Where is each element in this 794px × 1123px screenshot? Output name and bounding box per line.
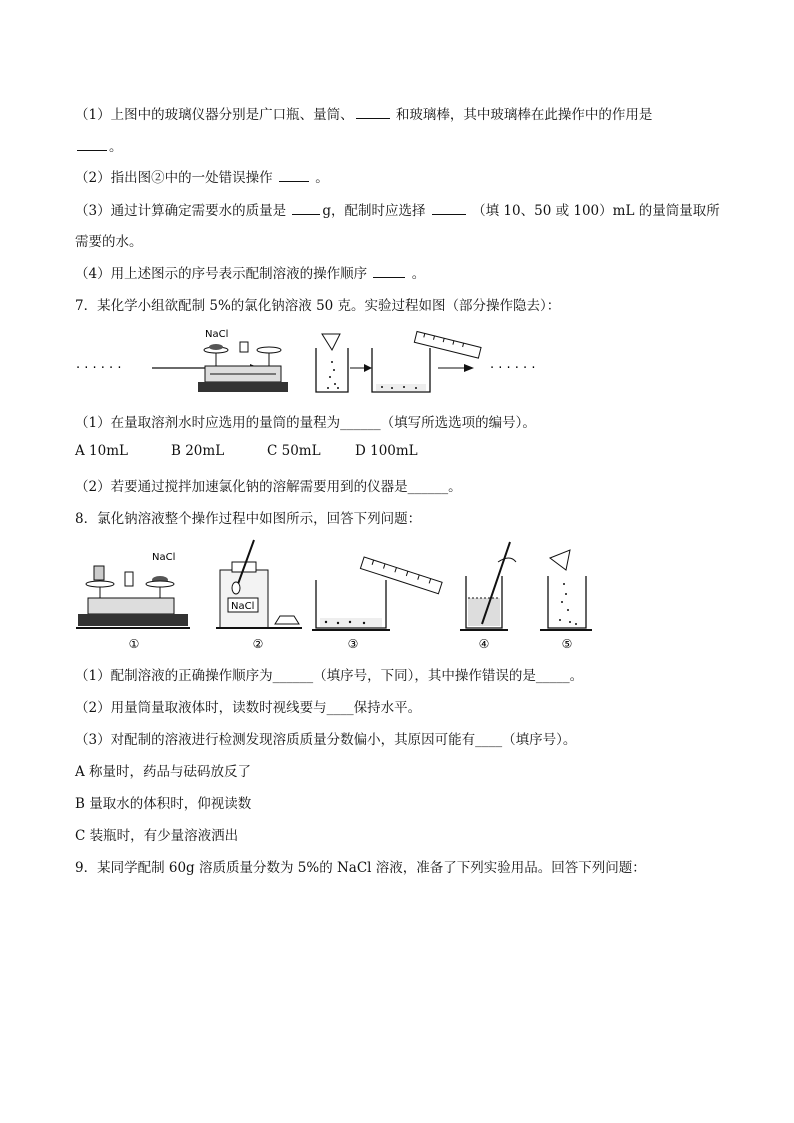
arrow-3-head xyxy=(464,364,474,372)
q6-part1-line: （1）上图中的玻璃仪器分别是广口瓶、量筒、 和玻璃棒，其中玻璃棒在此操作中的作用是 xyxy=(75,107,653,123)
q7-options xyxy=(75,443,418,459)
step-label-1: ① xyxy=(128,637,140,651)
answer-blank[interactable] xyxy=(77,138,107,151)
dots-right: · · · · · · xyxy=(490,361,536,376)
option-a[interactable]: A 10mL xyxy=(75,443,128,459)
q8-option-b[interactable]: B 量取水的体积时，仰视读数 xyxy=(75,796,252,812)
answer-blank[interactable] xyxy=(373,265,405,278)
q6-part1-line2: 。 xyxy=(75,135,123,155)
beaker-with-cylinder-icon xyxy=(372,332,481,392)
step1-balance-icon xyxy=(76,552,190,628)
q8-experiment-figure xyxy=(70,536,600,656)
q8-part1: （1）配制溶液的正确操作顺序为______（填序号，下同），其中操作错误的是_____。 xyxy=(75,668,584,684)
step-label-4: ④ xyxy=(478,637,490,651)
beaker-pouring-icon xyxy=(316,334,348,392)
q7-part2: （2）若要通过搅拌加速氯化钠的溶解需要用到的仪器是______。 xyxy=(75,479,462,495)
nacl-label: NaCl xyxy=(152,552,176,563)
step3-pour-water-icon xyxy=(312,557,442,630)
q6-part4-line: （4）用上述图示的序号表示配制溶液的操作顺序 。 xyxy=(75,266,426,282)
q8-part2: （2）用量筒量取液体时，读数时视线要与____保持水平。 xyxy=(75,700,422,716)
answer-blank[interactable] xyxy=(432,202,466,215)
q8-option-a[interactable]: A 称量时，药品与砝码放反了 xyxy=(75,764,252,780)
answer-blank[interactable] xyxy=(356,106,390,119)
dots-left: · · · · · · xyxy=(76,361,122,376)
q7-part1: （1）在量取溶剂水时应选用的量筒的量程为______（填写所选选项的编号）。 xyxy=(75,415,536,431)
option-b[interactable]: B 20mL xyxy=(171,443,225,459)
step-label-2: ② xyxy=(252,637,264,651)
balance-icon xyxy=(198,329,288,392)
step5-add-solid-icon xyxy=(540,550,592,630)
q6-part3-line: （3）通过计算确定需要水的质量是 g，配制时应选择 （填 10、50 或 100）mL 的量筒量取所 xyxy=(75,203,720,219)
arrow-2-head xyxy=(364,364,372,372)
q8-part3: （3）对配制的溶液进行检测发现溶质质量分数偏小，其原因可能有____（填序号）。 xyxy=(75,732,577,748)
nacl-label: NaCl xyxy=(205,329,229,340)
q8-option-c[interactable]: C 装瓶时，有少量溶液洒出 xyxy=(75,828,239,844)
step-label-5: ⑤ xyxy=(561,637,573,651)
step4-stirring-icon xyxy=(460,542,516,630)
answer-blank[interactable] xyxy=(279,169,309,182)
step-label-3: ③ xyxy=(347,637,359,651)
q8-stem: 8．氯化钠溶液整个操作过程中如图所示，回答下列问题： xyxy=(75,511,422,527)
option-d[interactable]: D 100mL xyxy=(355,443,418,459)
q7-stem: 7．某化学小组欲配制 5%的氯化钠溶液 50 克。实验过程如图（部分操作隐去）： xyxy=(75,298,561,314)
bottle-label: NaCl xyxy=(231,601,255,612)
q9-stem: 9．某同学配制 60g 溶质质量分数为 5%的 NaCl 溶液，准备了下列实验用品。回答下列问题： xyxy=(75,860,646,876)
q7-experiment-figure xyxy=(70,322,560,402)
option-c[interactable]: C 50mL xyxy=(267,443,321,459)
step2-reagent-bottle-icon xyxy=(216,540,302,628)
q6-part2-line: （2）指出图②中的一处错误操作 。 xyxy=(75,170,329,186)
q6-part3-line2: 需要的水。 xyxy=(75,234,143,250)
answer-blank[interactable] xyxy=(292,202,320,215)
